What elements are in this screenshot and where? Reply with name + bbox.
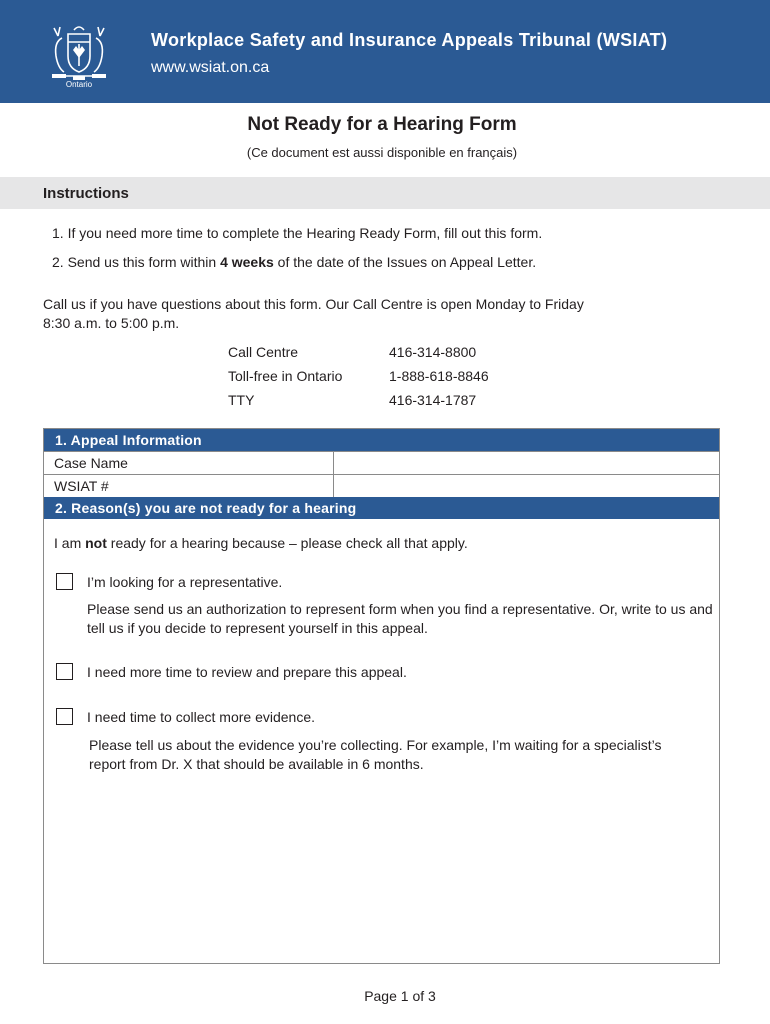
intro-pre: I am bbox=[54, 535, 86, 551]
call-info-line-2: 8:30 a.m. to 5:00 p.m. bbox=[43, 315, 180, 331]
form-title: Not Ready for a Hearing Form bbox=[247, 114, 517, 135]
instructions-bar bbox=[0, 177, 770, 209]
page-header bbox=[0, 0, 770, 103]
contact-number-call-centre: 416-314-8800 bbox=[389, 344, 477, 360]
step2-text-post: of the date of the Issues on Appeal Letter. bbox=[273, 254, 537, 270]
page-number: Page 1 of 3 bbox=[364, 988, 436, 1004]
contact-label-toll-free: Toll-free in Ontario bbox=[228, 368, 343, 384]
reason-intro bbox=[54, 535, 468, 551]
representative-checkbox[interactable] bbox=[56, 573, 73, 590]
wsiat-number-label: WSIAT # bbox=[44, 475, 334, 497]
section-1-header: 1. Appeal Information bbox=[44, 429, 719, 451]
instruction-step-1: 1. If you need more time to complete the Hearing Ready Form, fill out this form. bbox=[52, 225, 543, 241]
option-more-evidence-note: Please tell us about the evidence you’re collecting. For example, I’m waiting for a specialist’s report from Dr. X that should be available in 6 months. bbox=[89, 737, 662, 772]
more-evidence-checkbox[interactable] bbox=[56, 708, 73, 725]
wsiat-number-input[interactable] bbox=[334, 475, 719, 497]
wsiat-number-row bbox=[44, 474, 719, 497]
option-representative-note: Please send us an authorization to represent form when you find a representative. Or, write to us and tell us if you decide to represent yourself in this appeal. bbox=[87, 601, 713, 636]
intro-post: ready for a hearing because – please check all that apply. bbox=[106, 535, 468, 551]
instructions-heading: Instructions bbox=[43, 185, 129, 202]
intro-not: not bbox=[85, 535, 107, 551]
form-subtitle: (Ce document est aussi disponible en français) bbox=[246, 145, 518, 160]
contact-label-call-centre: Call Centre bbox=[228, 344, 299, 360]
contact-number-toll-free: 1-888-618-8846 bbox=[389, 368, 489, 384]
option-more-evidence-label: I need time to collect more evidence. bbox=[87, 709, 316, 725]
case-name-label: Case Name bbox=[44, 452, 334, 474]
form-box bbox=[43, 428, 720, 964]
section-2-header: 2. Reason(s) you are not ready for a hearing bbox=[44, 497, 719, 519]
call-centre-info bbox=[43, 295, 584, 333]
option-representative-label: I’m looking for a representative. bbox=[87, 574, 283, 590]
instruction-step-2 bbox=[52, 254, 536, 270]
contact-number-tty: 416-314-1787 bbox=[389, 392, 477, 408]
contact-label-tty: TTY bbox=[228, 392, 255, 408]
step2-text-pre: 2. Send us this form within bbox=[52, 254, 221, 270]
step2-deadline: 4 weeks bbox=[220, 254, 274, 270]
call-info-line-1: Call us if you have questions about this form. Our Call Centre is open Monday to Friday bbox=[43, 296, 584, 312]
organization-name: Workplace Safety and Insurance Appeals Tribunal (WSIAT) bbox=[151, 30, 668, 50]
logo-caption: Ontario bbox=[65, 80, 93, 89]
case-name-input[interactable] bbox=[334, 452, 719, 474]
more-time-checkbox[interactable] bbox=[56, 663, 73, 680]
case-name-row bbox=[44, 451, 719, 474]
website-url: www.wsiat.on.ca bbox=[151, 59, 270, 76]
option-more-time-label: I need more time to review and prepare this appeal. bbox=[87, 664, 407, 680]
